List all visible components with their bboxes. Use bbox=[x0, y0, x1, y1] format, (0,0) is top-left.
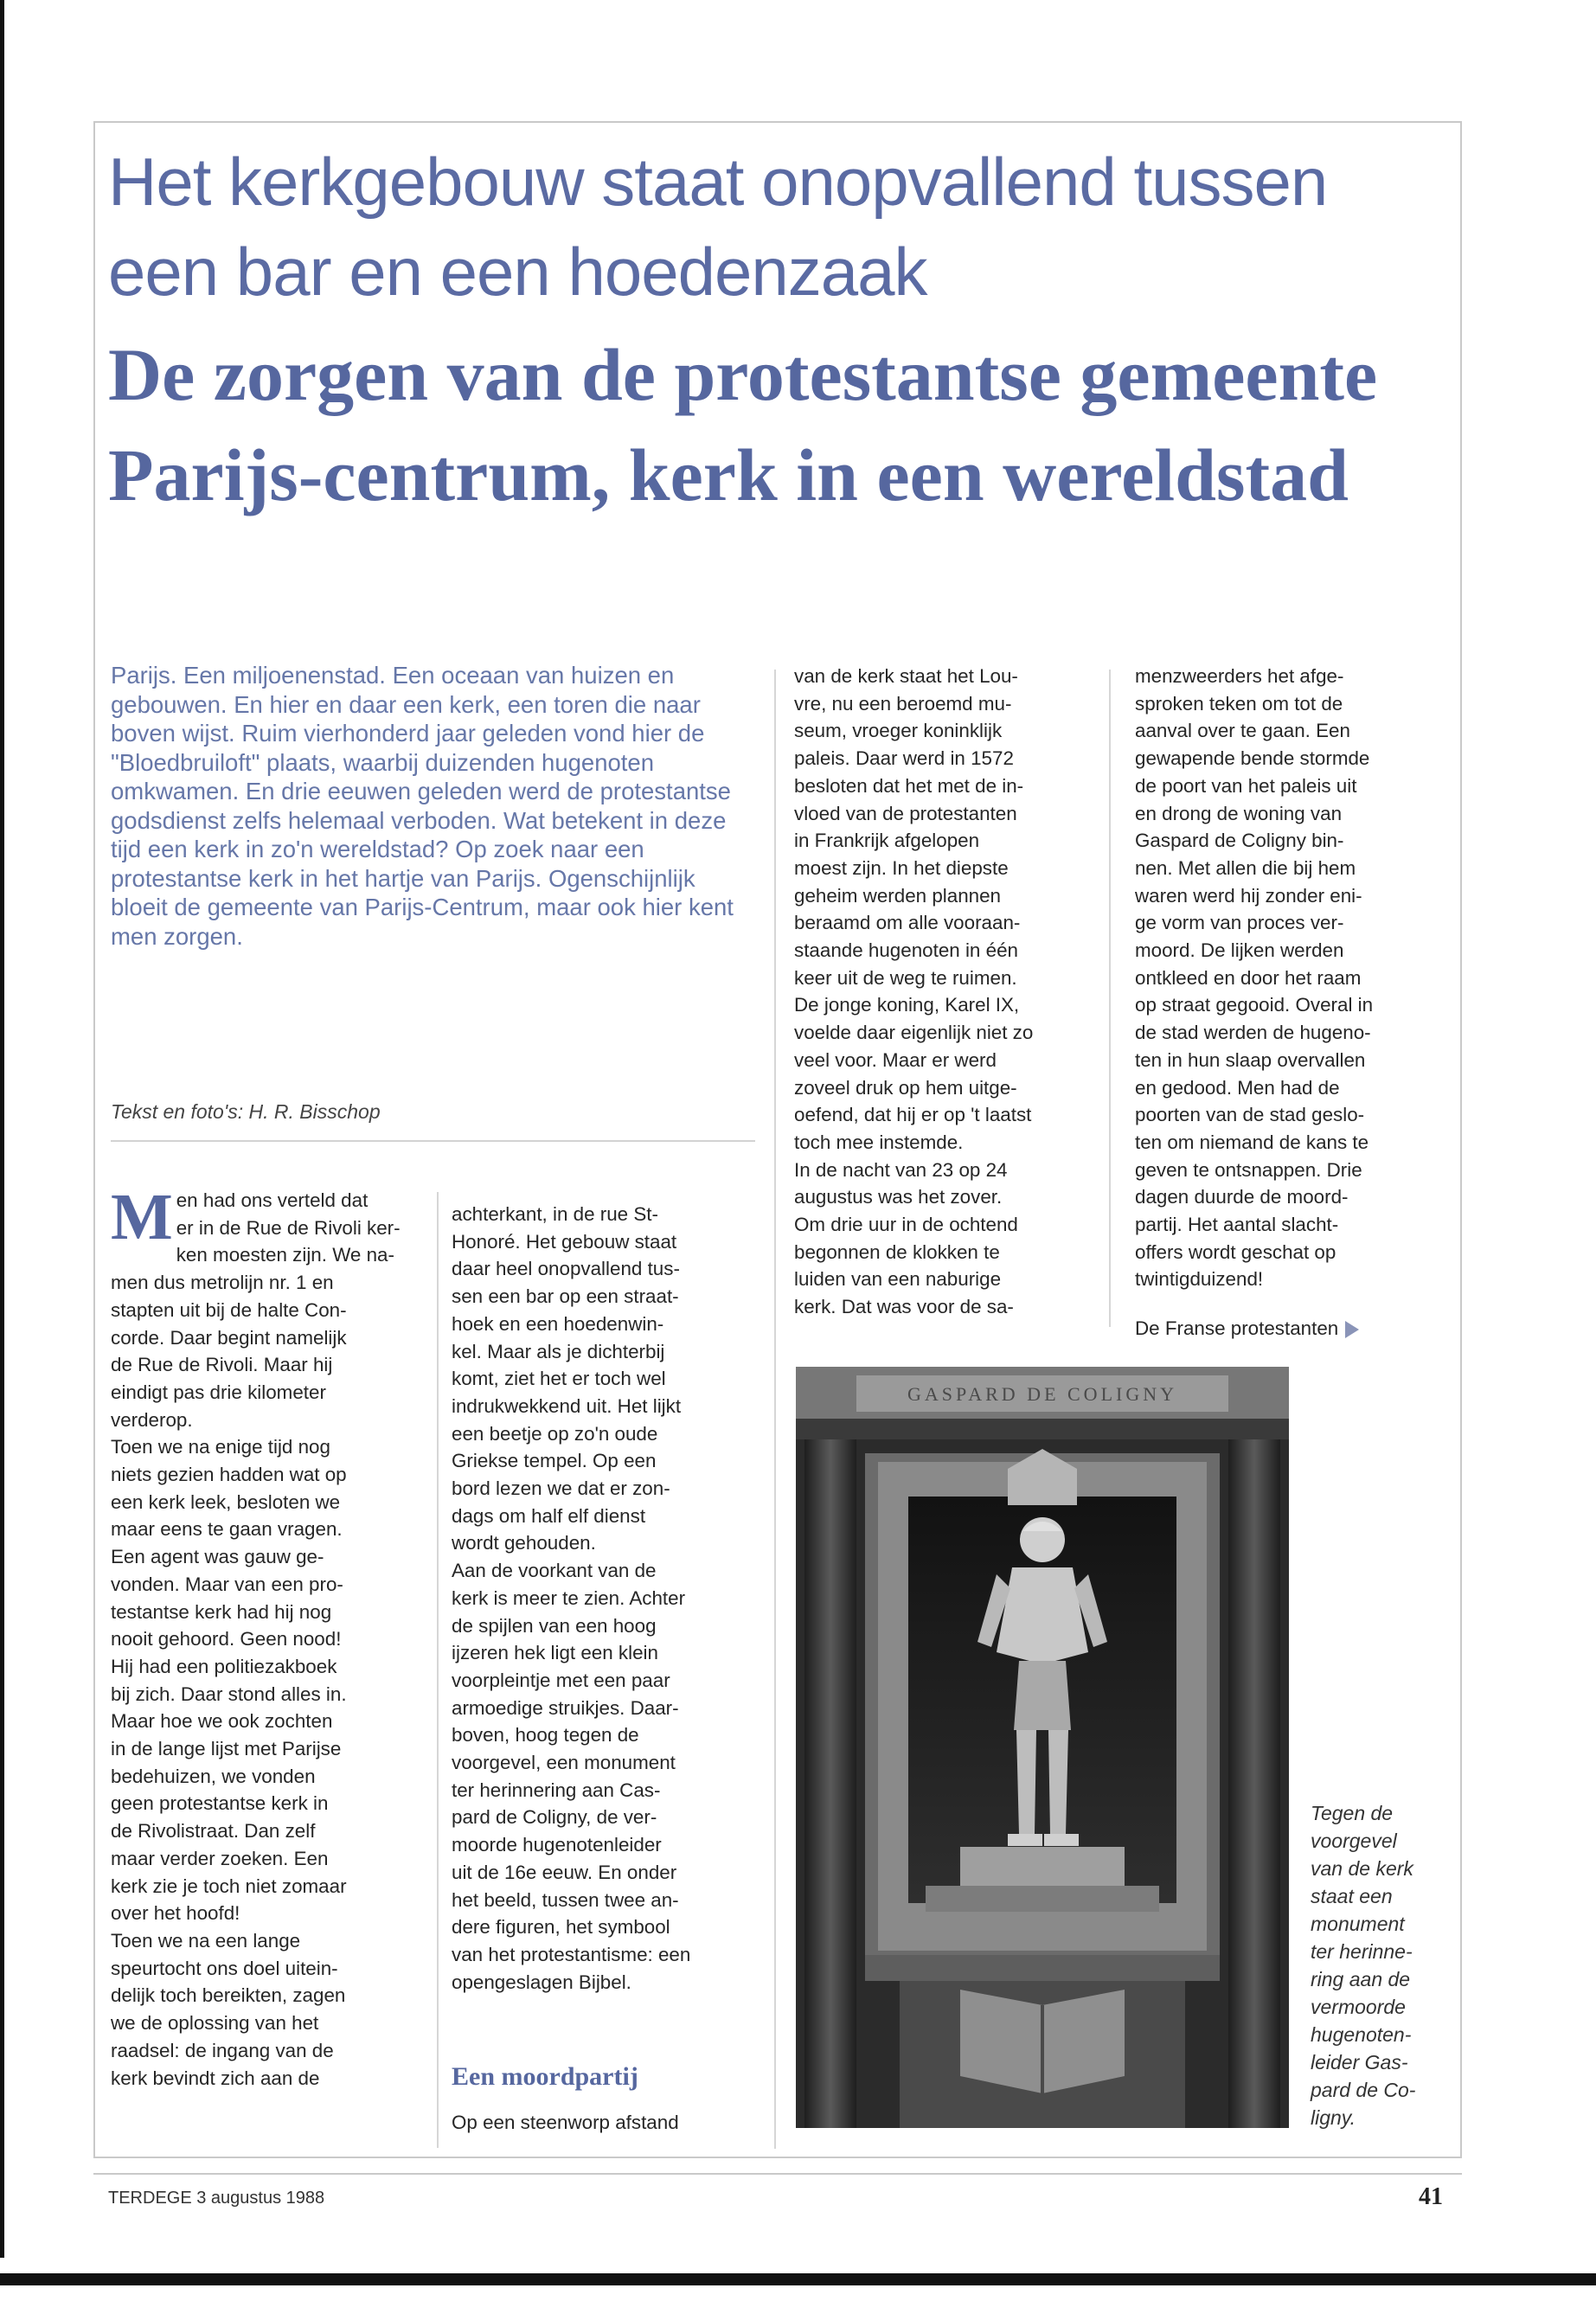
body-column-3: van de kerk staat het Lou- vre, nu een beroemd mu- seum, vroeger koninklijk paleis. Daar werd in 1572 besloten dat het met de in- vloed van de protestanten in Frankrijk afgelopen moest zijn. In het diepste geheim werden plannen beraamd om alle vooraan- staande hugenoten in één keer uit de weg te ruimen. De jonge koning, Karel IX, voelde daar eigenlijk niet zo veel voor. Maar er werd zoveel druk op hem uitge- oefend, dat hij er op 't laatst toch mee instemde. In de nacht van 23 op 24 augustus was het zover. Om drie uur in de ochtend begonnen de klokken te luiden van een naburige kerk. Dat was voor de sa- bbox=[794, 665, 1034, 1318]
publication-info: TERDEGE 3 augustus 1988 bbox=[108, 2189, 325, 2208]
intro-divider bbox=[111, 1140, 755, 1142]
photo-caption: Tegen de voorgevel van de kerk staat een monument ter herinne- ring aan de vermoorde hugenoten- leider Gas- pard de Co- ligny. bbox=[1311, 1802, 1416, 2129]
article-intro: Parijs. Een miljoenenstad. Een oceaan van huizen en gebouwen. En hier en daar een kerk, een toren die naar boven wijst. Ruim vierhonderd jaar geleden vond hier de "Bloedbruiloft" plaats, waarbij duizenden hugenoten omkwamen. En drie eeuwen geleden werd de protestantse godsdienst zelfs helemaal verboden. Wat betekent in deze tijd een kerk in zo'n wereldstad? Op zoek naar een protestantse kerk in het hartje van Parijs. Ogenschijnlijk bloeit de gemeente van Parijs-Centrum, maar ook hier kent men zorgen. bbox=[111, 662, 734, 950]
footer-divider bbox=[93, 2173, 1462, 2175]
monument-photo bbox=[796, 1367, 1289, 2128]
body-column-4-last bbox=[1135, 1315, 1457, 1343]
scan-edge-bottom bbox=[0, 2273, 1596, 2285]
body-column-4: menzweerders het afge- sproken teken om tot de aanval over te gaan. Een gewapende bende stormde de poort van het paleis uit en drong de woning van Gaspard de Coligny bin- nen. Met allen die bij hem waren werd hij zonder eni- ge vorm van proces ver- moord. De lijken werden ontkleed en door het raam op straat gegooid. Overal in de stad werden de hugeno- ten in hun slaap overvallen en gedood. Men had de poorten van de stad geslo- ten om niemand de kans te geven te ontsnappen. Drie dagen duurde de moord- partij. Het aantal slacht- offers wordt geschat op twintigduizend! bbox=[1135, 665, 1374, 1291]
continuation-text: De Franse protestanten bbox=[1135, 1317, 1339, 1339]
body-column-2: achterkant, in de rue St- Honoré. Het gebouw staat daar heel onopvallend tus- sen een bar op een straat- hoek en een hoedenwin- kel. Maar als je dichterbij komt, ziet het er toch wel indrukwekkend uit. Het lijkt een beetje op zo'n oude Griekse tempel. Op een bord lezen we dat er zon- dags om half elf dienst wordt gehouden. Aan de voorkant van de kerk is meer te zien. Achter de spijlen van een hoog ijzeren hek ligt een klein voorpleintje met een paar armoedige struikjes. Daar- boven, hoog tegen de voorgevel, een monument ter herinnering aan Cas- pard de Coligny, de ver- moorde hugenotenleider uit de 16e eeuw. En onder het beeld, tussen twee an- dere figuren, het symbool van het protestantisme: een opengeslagen Bijbel. bbox=[452, 1203, 691, 1993]
continue-arrow-icon bbox=[1345, 1321, 1359, 1338]
page-number: 41 bbox=[1419, 2183, 1443, 2210]
body-column-1-text: en had ons verteld dat er in de Rue de Rivoli ker- ken moesten zijn. We na- men dus metrolijn nr. 1 en stapten uit bij de halte Con- corde. Daar begint namelijk de Rue de Rivoli. Maar hij eindigt pas drie kilometer verderop. Toen we na enige tijd nog niets gezien hadden wat op een kerk leek, besloten we maar eens te gaan vragen. Een agent was gauw ge- vonden. Maar van een pro- testantse kerk had hij nog nooit gehoord. Geen nood! Hij had een politiezakboek bij zich. Daar stond alles in. Maar hoe we ook zochten in de lange lijst met Parijse bedehuizen, we vonden geen protestantse kerk in de Rivolistraat. Dan zelf maar verder zoeken. Een kerk zie je toch niet zomaar over het hoofd! Toen we na een lange speurtocht ons doel uitein- delijk toch bereikten, zagen we de oplossing van het raadsel: de ingang van de kerk bevindt zich aan de bbox=[111, 1189, 401, 2089]
drop-cap: M bbox=[111, 1181, 173, 1253]
monument-inscription: GASPARD DE COLIGNY bbox=[907, 1383, 1177, 1405]
column-divider bbox=[774, 670, 776, 2149]
column-divider bbox=[437, 1192, 439, 2148]
scan-edge-left bbox=[0, 0, 4, 2258]
column-divider bbox=[1109, 670, 1111, 1327]
article-title: De zorgen van de protestantse gemeente Parijs-centrum, kerk in een wereldstad bbox=[108, 333, 1378, 516]
section-heading: Een moordpartij bbox=[452, 2062, 638, 2091]
article-credit: Tekst en foto's: H. R. Bisschop bbox=[111, 1100, 381, 1123]
body-column-1 bbox=[111, 1181, 426, 2092]
article-kicker: Het kerkgebouw staat onopvallend tussen een bar en een hoedenzaak bbox=[108, 144, 1328, 310]
body-column-2-continued: Op een steenworp afstand bbox=[452, 2112, 679, 2133]
